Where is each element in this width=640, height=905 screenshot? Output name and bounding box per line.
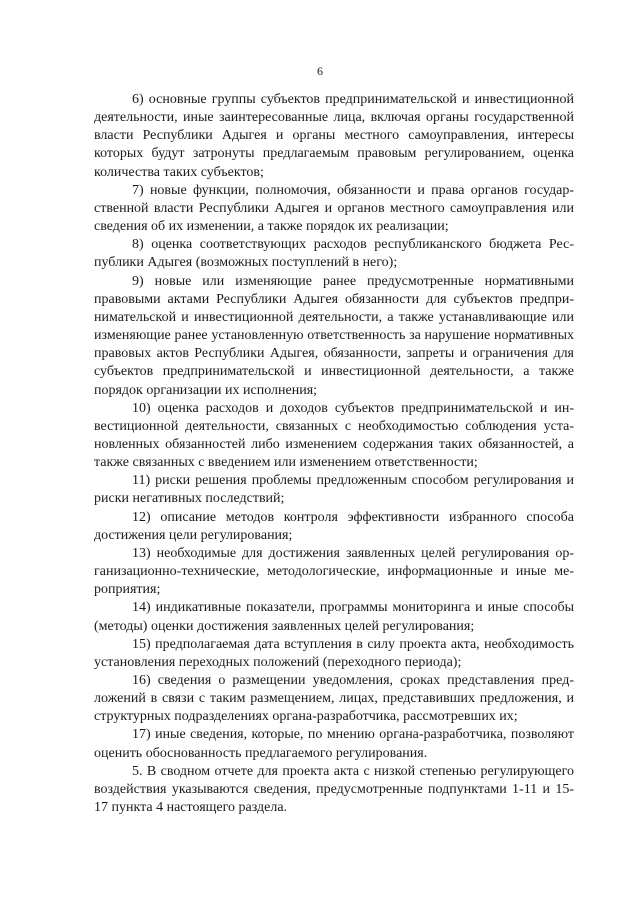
list-item-11: 11) риски решения проблемы предложенным способом регулирования и риски негативных последствий; [94,473,574,507]
list-item-14: 14) индикативные показатели, программы мониторинга и иные способы (методы) оценки достижения заявленных целей регулирования; [94,600,574,634]
list-item-6: 6) основные группы субъектов предпринимательской и инвестиционной деятельности, иные заинтересованные лица, включая органы государственной власти Республики Адыгея и органы местного самоуправления, интересы которых будут затронуты предлагаемым правовым регулированием, оценка количества таких субъектов; [94,92,574,180]
list-item-10: 10) оценка расходов и доходов субъектов предпринимательской и инвестиционной деятельности, связанных с необходимостью соблюдения установленных обязанностей либо изменением содержания таких обязанностей, а также связанных с введением или изменением ответственности; [94,400,574,471]
list-item-16: 16) сведения о размещении уведомления, сроках представления предложений в связи с таким размещением, лицах, представивших предложения, и структурных подразделениях органа-разработчика, рассмотревших их; [94,673,574,725]
list-item-9: 9) новые или изменяющие ранее предусмотренные нормативными правовыми актами Республики Адыгея обязанности для субъектов предпринимательской и инвестиционной деятельности, а также устанавливающие или изменяющие ранее установленную ответственность за нарушение нормативных правовых актов Республики Адыгея, обязанности, запреты и ограничения для субъектов предпринимательской и инвестиционной деятельности, а также порядок организации их исполнения; [94,273,574,398]
list-item-7: 7) новые функции, полномочия, обязанности и права органов государственной власти Республики Адыгея и органов местного самоуправления или сведения об их изменении, а также порядок их реализации; [94,182,574,235]
page-number: 6 [317,64,323,78]
list-item-15: 15) предполагаемая дата вступления в силу проекта акта, необходимость установления переходных положений (переходного периода); [94,636,574,670]
list-item-17: 17) иные сведения, которые, по мнению органа-разработчика, позволяют оценить обоснованность предлагаемого регулирования. [94,727,574,761]
list-item-12: 12) описание методов контроля эффективности избранного способа достижения цели регулирования; [94,509,574,543]
list-item-13: 13) необходимые для достижения заявленных целей регулирования организационно-технические, методологические, информационные и иные мероприятия; [94,545,574,598]
document-body [94,91,574,817]
section-point-5: 5. В сводном отчете для проекта акта с низкой степенью регулирующего воздействия указываются сведения, предусмотренные подпунктами 1-11 и 15-17 пункта 4 настоящего раздела. [94,763,574,816]
list-item-8: 8) оценка соответствующих расходов республиканского бюджета Республики Адыгея (возможных поступлений в него); [94,237,574,271]
